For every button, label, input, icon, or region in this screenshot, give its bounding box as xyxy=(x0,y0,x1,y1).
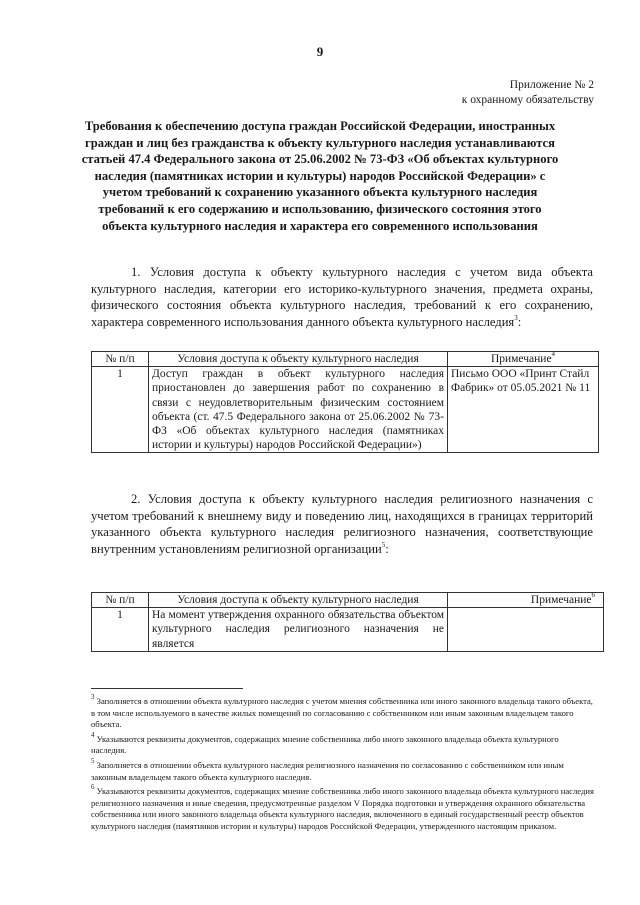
footnote-ref-3: 3 xyxy=(514,313,518,322)
header-note: Примечание$^6$ xyxy=(448,593,604,608)
appendix-number: Приложение № 2 xyxy=(509,79,594,91)
footnote-6: $^6$ Указываются реквизиты документов, содержащих мнение собственника либо иного законного владельца объекта культурного наследия религиозного назначения и иные сведения, предусмотренные разделом V Порядка подготовки и утверждения охранного обязательства собственника или иного законного владельца объекта культурного наследия, включенного в единый государственный реестр объектов культурного наследия (памятников истории и культуры) народов Российской Федерации, утвержденного настоящим приказом. xyxy=(91,783,594,831)
footnotes xyxy=(91,693,595,836)
footnote-separator xyxy=(91,688,243,689)
table-header-row xyxy=(92,352,599,367)
row-note xyxy=(448,608,604,652)
access-conditions-table xyxy=(91,351,599,453)
row-number: 1 xyxy=(92,367,149,453)
header-conditions: Условия доступа к объекту культурного наследия xyxy=(149,352,448,367)
row-number: 1 xyxy=(92,608,149,652)
table-row xyxy=(92,608,604,652)
row-note: Письмо ООО «Принт Стайл Фабрик» от 05.05.2021 № 11 xyxy=(448,367,599,453)
section-2-text: 2. Условия доступа к объекту культурного наследия религиозного назначения с учетом требований к внешнему виду и поведению лиц, находящихся в границах территорий указанного объекта культурного наследия религиозного назначения, соответствующие внутренним установлениям религиозной организации xyxy=(91,492,593,556)
table-header-row xyxy=(92,593,604,608)
footnote-ref-6: 6 xyxy=(591,591,595,600)
footnote-ref-4: 4 xyxy=(551,350,556,359)
appendix-reference: к охранному обязательству xyxy=(461,94,594,106)
table-row xyxy=(92,367,599,453)
section-1-paragraph: 1. Условия доступа к объекту культурного наследия с учетом вида объекта культурного наследия, категории его историко-культурного значения, предмета охраны, физического состояния объекта культурного наследия, требований к его сохранению, характера современного использования данного объекта культурного наследия$^3$: xyxy=(91,265,593,329)
footnote-ref-5: 5 xyxy=(381,540,386,549)
religious-access-conditions-table xyxy=(91,592,604,652)
header-number: № п/п xyxy=(92,593,149,608)
header-number: № п/п xyxy=(92,352,149,367)
row-conditions: Доступ граждан в объект культурного наследия приостановлен до завершения работ по сохранению в связи с неудовлетворительным физическим состоянием объекта (ст. 47.5 Федерального закона от 25.06.2002 № 73-ФЗ «Об объектах культурного наследия (памятниках истории и культуры) народов Российской Федерации») xyxy=(149,367,448,453)
footnote-5: $^5$ Заполняется в отношении объекта культурного наследия религиозного назначения по согласованию с собственником или иным законным владельцем такого объекта культурного наследия. xyxy=(91,757,564,782)
footnote-4: $^4$ Указываются реквизиты документов, содержащих мнение собственника либо иного законного владельца объекта культурного наследия. xyxy=(91,730,559,756)
section-1-text: 1. Условия доступа к объекту культурного наследия с учетом вида объекта культурного наследия, категории его историко-культурного значения, предмета охраны, физического состояния объекта культурного наследия, требований к его сохранению, характера современного использования данного объекта культурного наследия xyxy=(91,265,593,329)
document-title: Требования к обеспечению доступа граждан Российской Федерации, иностранных граждан и лиц без гражданства к объекту культурного наследия устанавливаются статьей 47.4 Федерального закона от 25.06.2002 № 73-ФЗ «Об объектах культурного наследия (памятниках истории и культуры) народов Российской Федерации» с учетом требований к сохранению указанного объекта культурного наследия требований к его содержанию и использованию, физического состояния этого объекта культурного наследия и характера его современного использования xyxy=(81,119,559,233)
header-conditions: Условия доступа к объекту культурного наследия xyxy=(149,593,448,608)
row-conditions: На момент утверждения охранного обязательства объектом культурного наследия религиозного назначения не является xyxy=(149,608,448,652)
header-note: Примечание$^4$ xyxy=(448,352,599,367)
section-2-paragraph: 2. Условия доступа к объекту культурного наследия религиозного назначения с учетом требований к внешнему виду и поведению лиц, находящихся в границах территорий указанного объекта культурного наследия религиозного назначения, соответствующие внутренним установлениям религиозной организации$^5$: xyxy=(91,492,593,556)
footnote-3: $^3$ Заполняется в отношении объекта культурного наследия с учетом мнения собственника или иного законного владельца такого объекта, в том числе используемого в качестве жилых помещений по согласованию с собственником или иным законным владельцем такого объекта. xyxy=(91,693,593,730)
appendix-header xyxy=(462,78,594,108)
page-number: 9 xyxy=(316,44,324,59)
